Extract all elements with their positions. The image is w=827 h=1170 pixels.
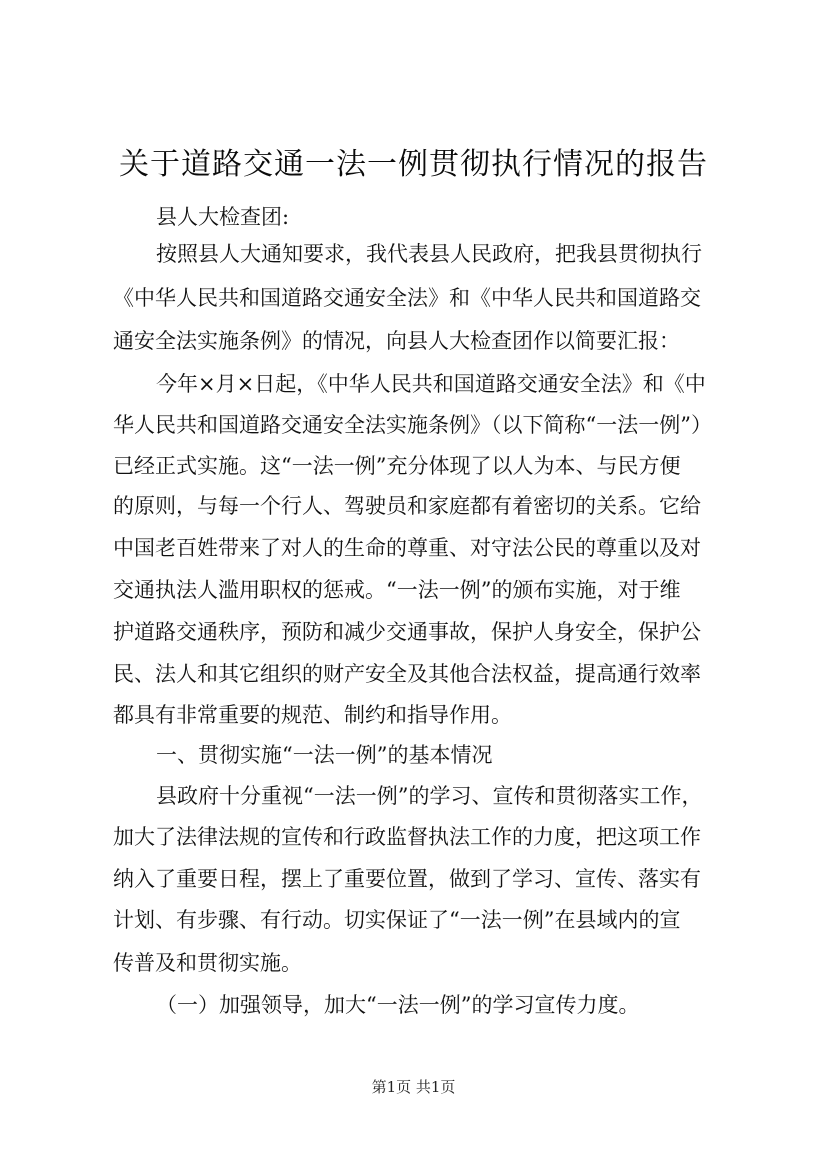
- body-line: 民、法人和其它组织的财产安全及其他合法权益，提高通行效率: [113, 662, 701, 686]
- body-line: 纳入了重要日程，摆上了重要位置，做到了学习、宣传、落实有: [113, 867, 701, 891]
- body-line: 的原则，与每一个行人、驾驶员和家庭都有着密切的关系。它给: [113, 494, 701, 518]
- salutation-line: 县人大检查团:: [156, 205, 290, 229]
- body-line: 县政府十分重视“一法一例”的学习、宣传和贯彻落实工作，: [156, 784, 703, 808]
- body-line: 按照县人大通知要求，我代表县人民政府，把我县贯彻执行: [156, 242, 702, 266]
- body-line: 交通执法人滥用职权的惩戒。“一法一例”的颁布实施，对于维: [113, 578, 681, 602]
- body-line: 传普及和贯彻实施。: [113, 951, 302, 975]
- section-heading: 一、贯彻实施“一法一例”的基本情况: [156, 743, 493, 767]
- body-line: 护道路交通秩序，预防和减少交通事故，保护人身安全，保护公: [113, 620, 701, 644]
- body-line: 通安全法实施条例》的情况，向县人大检查团作以简要汇报：: [113, 329, 680, 353]
- body-line: 计划、有步骤、有行动。切实保证了“一法一例”在县域内的宣: [113, 908, 681, 932]
- body-line: 中国老百姓带来了对人的生命的尊重、对守法公民的尊重以及对: [113, 536, 701, 560]
- body-line: 都具有非常重要的规范、制约和指导作用。: [113, 703, 512, 727]
- body-line: 加大了法律法规的宣传和行政监督执法工作的力度，把这项工作: [113, 825, 701, 849]
- body-line: 华人民共和国道路交通安全法实施条例》（以下简称“一法一例”）: [113, 413, 712, 437]
- document-title: 关于道路交通一法一例贯彻执行情况的报告: [119, 147, 708, 182]
- body-line: 《中华人民共和国道路交通安全法》和《中华人民共和国道路交: [113, 286, 701, 310]
- body-line: 今年×月×日起，《中华人民共和国道路交通安全法》和《中: [156, 372, 706, 396]
- page-footer: 第1页 共1页: [371, 1078, 456, 1096]
- subsection-heading: （一）加强领导，加大“一法一例”的学习宣传力度。: [156, 993, 640, 1017]
- body-line: 已经正式实施。这“一法一例”充分体现了以人为本、与民方便: [113, 454, 681, 478]
